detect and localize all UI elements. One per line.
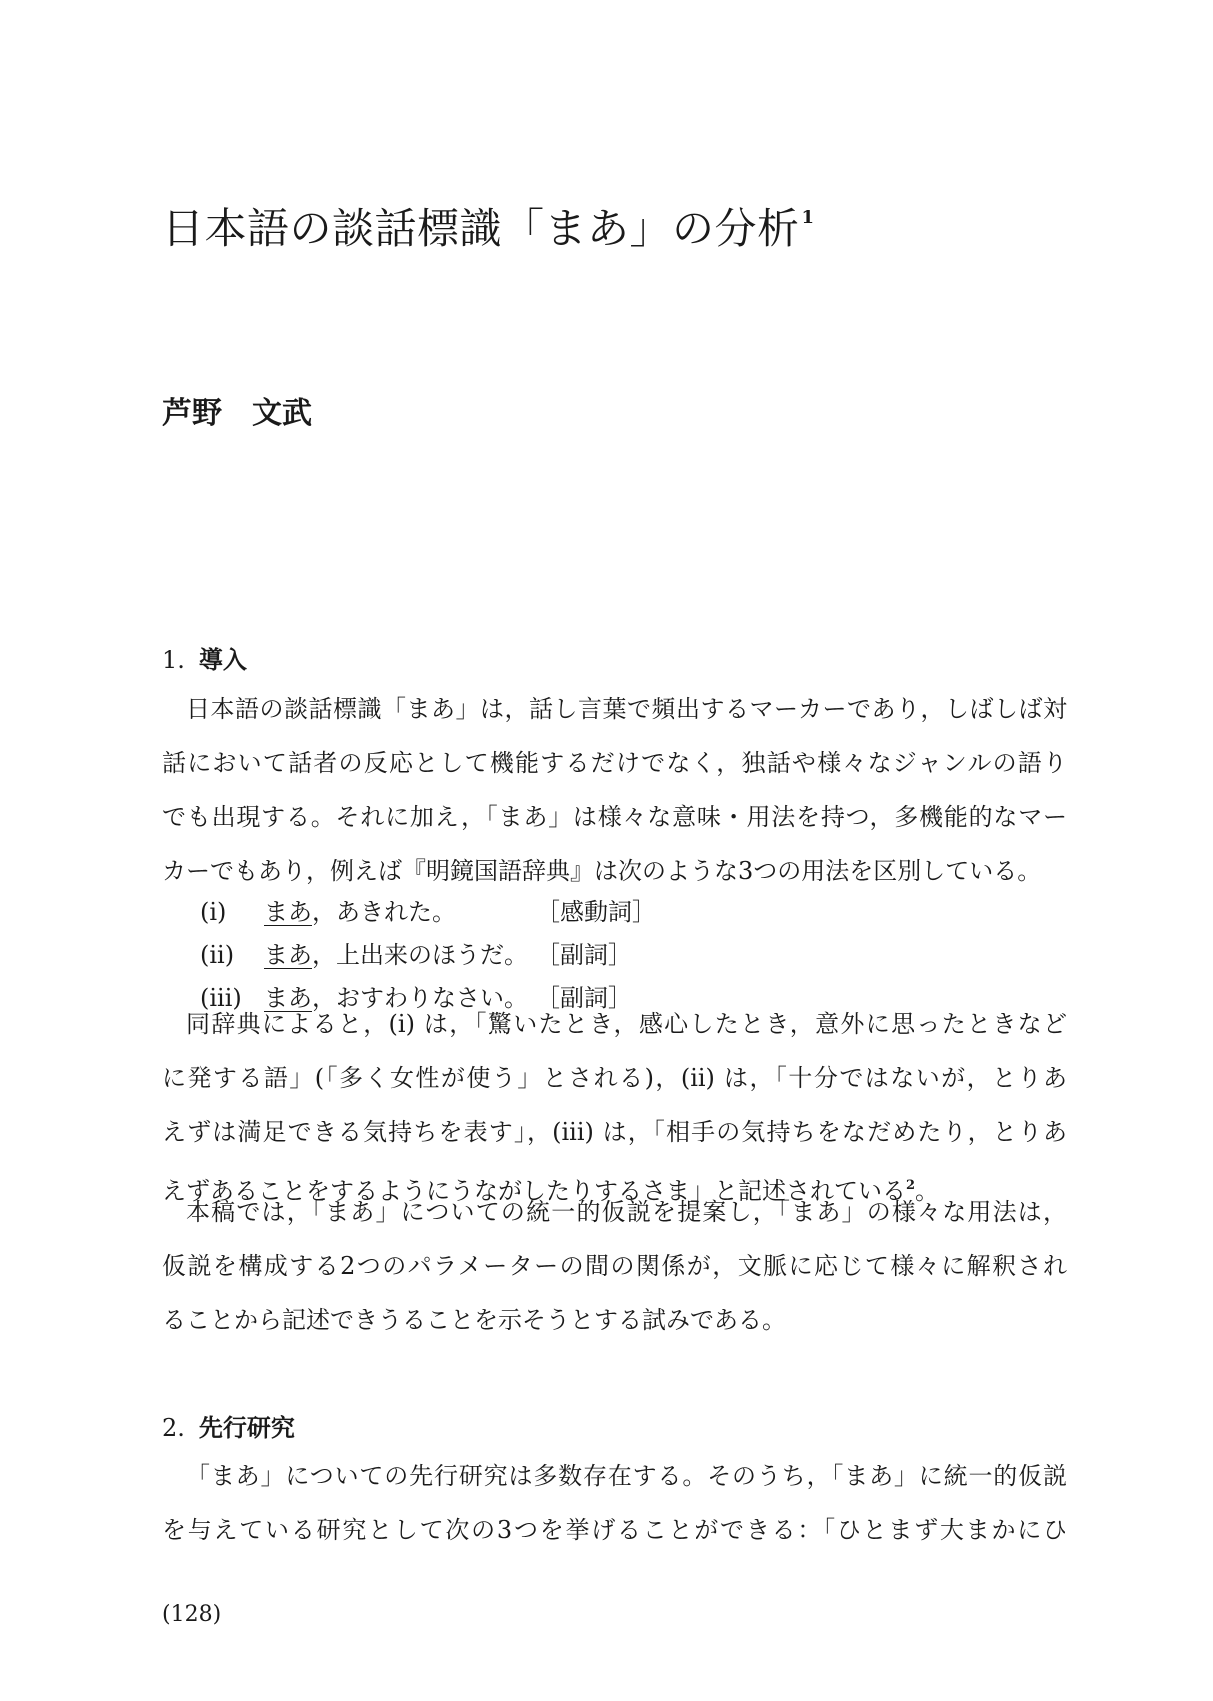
example-sentence: ，あきれた。 xyxy=(312,898,456,926)
section-heading-2 xyxy=(162,1408,295,1443)
intro-paragraph-1 xyxy=(162,682,1067,898)
text-line: に発する語」(「多く女性が使う」とされる)，(ii) は，「十分ではないが，とりあ xyxy=(162,1064,1067,1092)
paper-title-text: 日本語の談話標識「まあ」の分析 xyxy=(162,204,800,253)
section-title: 先行研究 xyxy=(198,1413,295,1442)
section-heading-1 xyxy=(162,640,247,675)
text-line: ることから記述できうることを示そうとする試みである。 xyxy=(162,1306,786,1334)
prior-research-paragraph xyxy=(162,1449,1067,1557)
line-tail: 。 xyxy=(915,1177,940,1205)
footnote-marker[interactable]: 2 xyxy=(906,1178,916,1193)
example-sentence: ，おすわりなさい。 xyxy=(312,984,528,1012)
example-label: (ii) xyxy=(200,941,235,969)
example-label: (i) xyxy=(200,898,227,926)
example-label: (iii) xyxy=(200,984,242,1012)
example-item-2 xyxy=(200,935,632,969)
section-title: 導入 xyxy=(198,645,247,674)
text-line: 同辞典によると，(i) は，「驚いたとき，感心したとき，意外に思ったときなど xyxy=(186,1010,1067,1038)
paper-title xyxy=(162,196,815,256)
section-number: 1. xyxy=(162,646,185,674)
example-underlined-word: まあ xyxy=(264,984,312,1012)
text-line: 仮説を構成する2つのパラメーターの間の関係が，文脈に応じて様々に解釈され xyxy=(162,1252,1067,1280)
page-number: (128) xyxy=(162,1602,222,1627)
example-part-of-speech: ［感動詞］ xyxy=(536,898,656,926)
text-line: を与えている研究として次の3つを挙げることができる：「ひとまず大まかにひ xyxy=(162,1516,1067,1544)
intro-paragraph-3 xyxy=(162,1185,1067,1347)
example-underlined-word: まあ xyxy=(264,898,312,926)
section-number: 2. xyxy=(162,1414,185,1442)
text-line: でも出現する。それに加え，「まあ」は様々な意味・用法を持つ，多機能的なマー xyxy=(162,803,1067,831)
example-sentence: ，上出来のほうだ。 xyxy=(312,941,528,969)
text-line: えずあることをするようにうながしたりするさま」と記述されている xyxy=(162,1177,906,1205)
text-line: 話において話者の反応として機能するだけでなく，独話や様々なジャンルの語り xyxy=(162,749,1067,777)
example-part-of-speech: ［副詞］ xyxy=(536,984,632,1012)
title-footnote-marker[interactable]: 1 xyxy=(801,207,815,228)
text-line: えずは満足できる気持ちを表す」，(iii) は，「相手の気持ちをなだめたり，とりあ xyxy=(162,1118,1067,1146)
author-name: 芦野 文武 xyxy=(162,396,312,431)
text-line: 「まあ」についての先行研究は多数存在する。そのうち，「まあ」に統一的仮説 xyxy=(186,1462,1067,1490)
text-line: 本稿では，「まあ」についての統一的仮説を提案し，「まあ」の様々な用法は， xyxy=(186,1198,1067,1226)
text-line: 日本語の談話標識「まあ」は，話し言葉で頻出するマーカーであり，しばしば対 xyxy=(186,695,1067,723)
example-part-of-speech: ［副詞］ xyxy=(536,941,632,969)
text-line: カーでもあり，例えば『明鏡国語辞典』は次のような3つの用法を区別している。 xyxy=(162,857,1042,885)
example-item-1 xyxy=(200,892,656,926)
example-underlined-word: まあ xyxy=(264,941,312,969)
